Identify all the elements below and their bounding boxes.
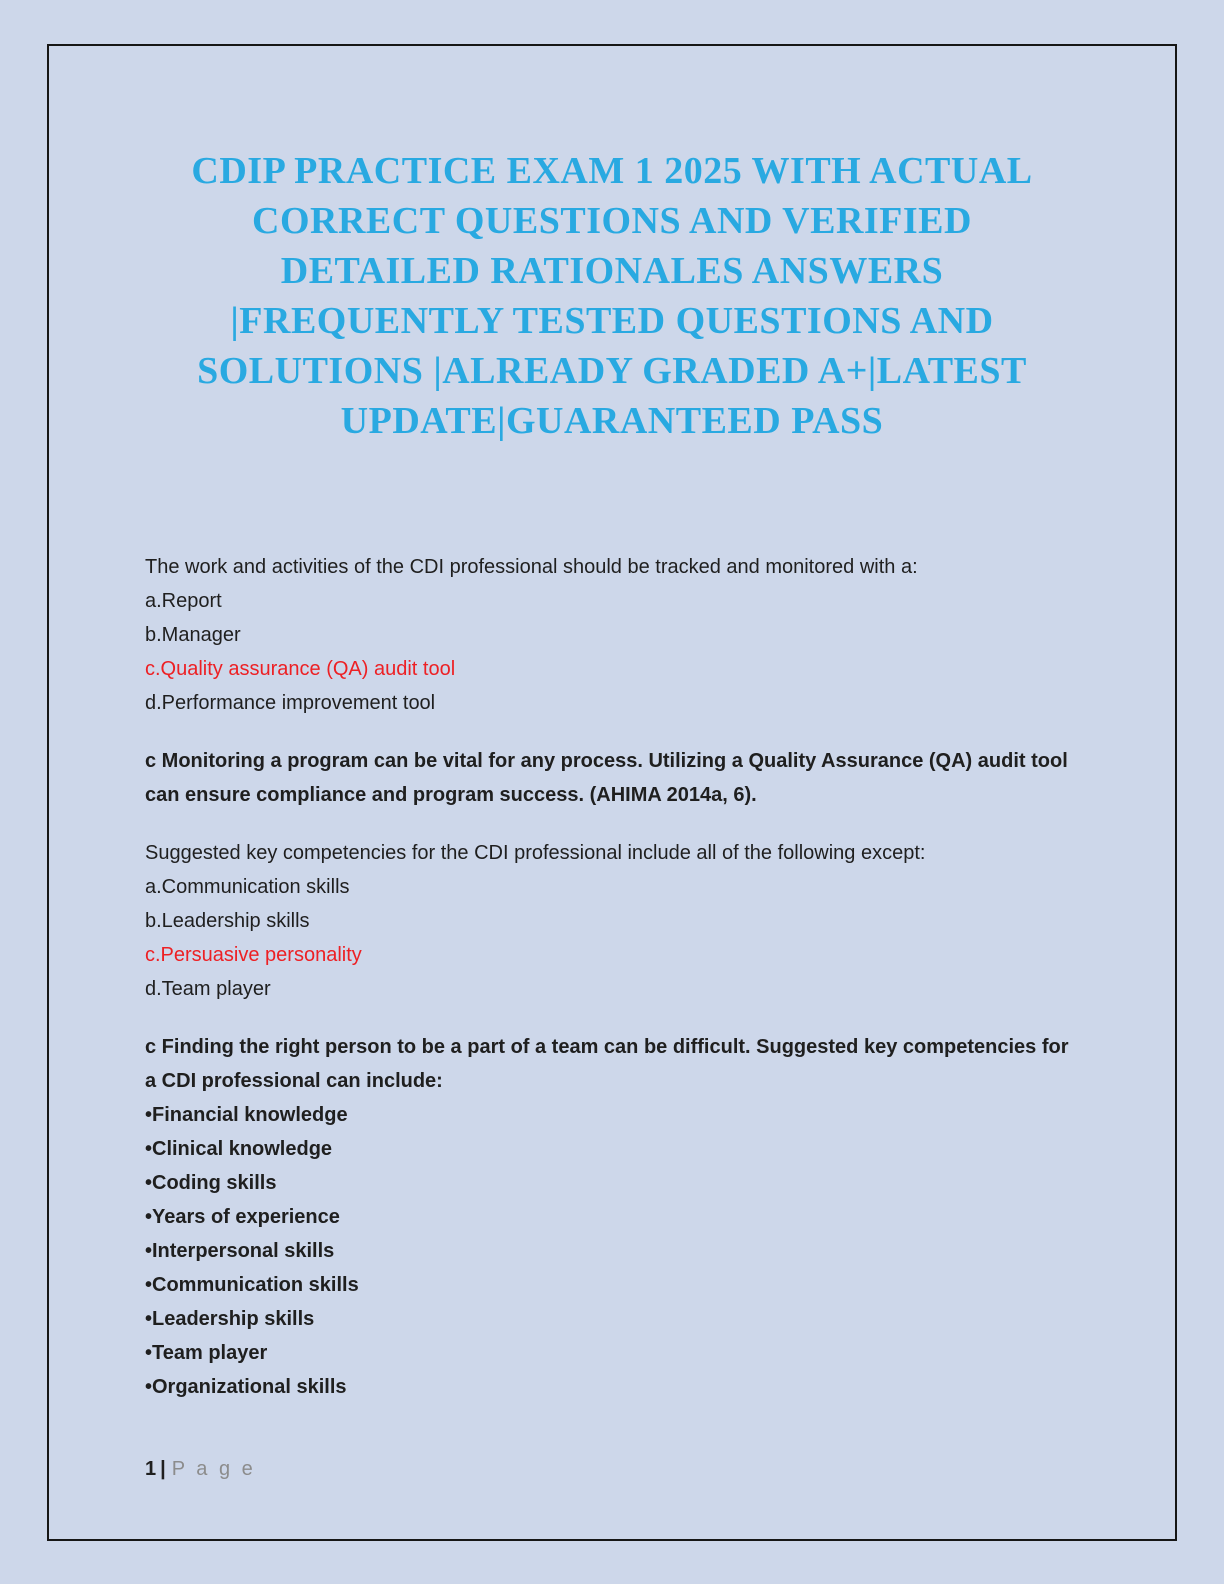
document-body <box>49 550 1175 1404</box>
title-line: UPDATE|GUARANTEED PASS <box>340 400 884 442</box>
bullet-item: •Team player <box>145 1342 268 1364</box>
question-1-rationale: c Monitoring a program can be vital for any process. Utilizing a Quality Assurance (QA) audit tool can ensure compliance and program success. (AHIMA 2014a, 6). <box>145 750 1068 806</box>
title-line: CDIP PRACTICE EXAM 1 2025 WITH ACTUAL <box>191 150 1033 192</box>
document-title <box>49 146 1175 446</box>
title-line: |FREQUENTLY TESTED QUESTIONS AND <box>230 300 994 342</box>
document-page <box>47 44 1177 1541</box>
question-1-option-d: d.Performance improvement tool <box>145 692 436 714</box>
bullet-item: •Years of experience <box>145 1206 340 1228</box>
footer-separator: | <box>160 1458 166 1480</box>
footer-label: P a g e <box>171 1458 256 1480</box>
question-1 <box>145 550 1079 720</box>
page-number: 1 <box>145 1458 157 1480</box>
question-2-option-c-correct: c.Persuasive personality <box>145 944 362 966</box>
bullet-item: •Financial knowledge <box>145 1104 348 1126</box>
title-line: CORRECT QUESTIONS AND VERIFIED <box>252 200 972 242</box>
bullet-item: •Leadership skills <box>145 1308 315 1330</box>
question-2-option-a: a.Communication skills <box>145 876 350 898</box>
question-2-option-d: d.Team player <box>145 978 271 1000</box>
bullet-item: •Communication skills <box>145 1274 359 1296</box>
question-1-option-b: b.Manager <box>145 624 241 646</box>
bullet-item: •Clinical knowledge <box>145 1138 333 1160</box>
question-2 <box>145 836 1079 1006</box>
question-2-prompt: Suggested key competencies for the CDI professional include all of the following except: <box>145 842 926 864</box>
title-line: SOLUTIONS |ALREADY GRADED A+|LATEST <box>197 350 1027 392</box>
question-2-rationale: c Finding the right person to be a part of a team can be difficult. Suggested key competencies for a CDI professional can include: <box>145 1036 1069 1092</box>
question-2-option-b: b.Leadership skills <box>145 910 310 932</box>
title-line: DETAILED RATIONALES ANSWERS <box>280 250 944 292</box>
question-1-prompt: The work and activities of the CDI professional should be tracked and monitored with a: <box>145 556 918 578</box>
question-1-option-c-correct: c.Quality assurance (QA) audit tool <box>145 658 456 680</box>
question-1-option-a: a.Report <box>145 590 222 612</box>
bullet-item: •Interpersonal skills <box>145 1240 335 1262</box>
bullet-item: •Organizational skills <box>145 1376 347 1398</box>
page-footer <box>145 1455 256 1483</box>
question-2-rationale-bullets <box>145 1098 1079 1404</box>
bullet-item: •Coding skills <box>145 1172 277 1194</box>
